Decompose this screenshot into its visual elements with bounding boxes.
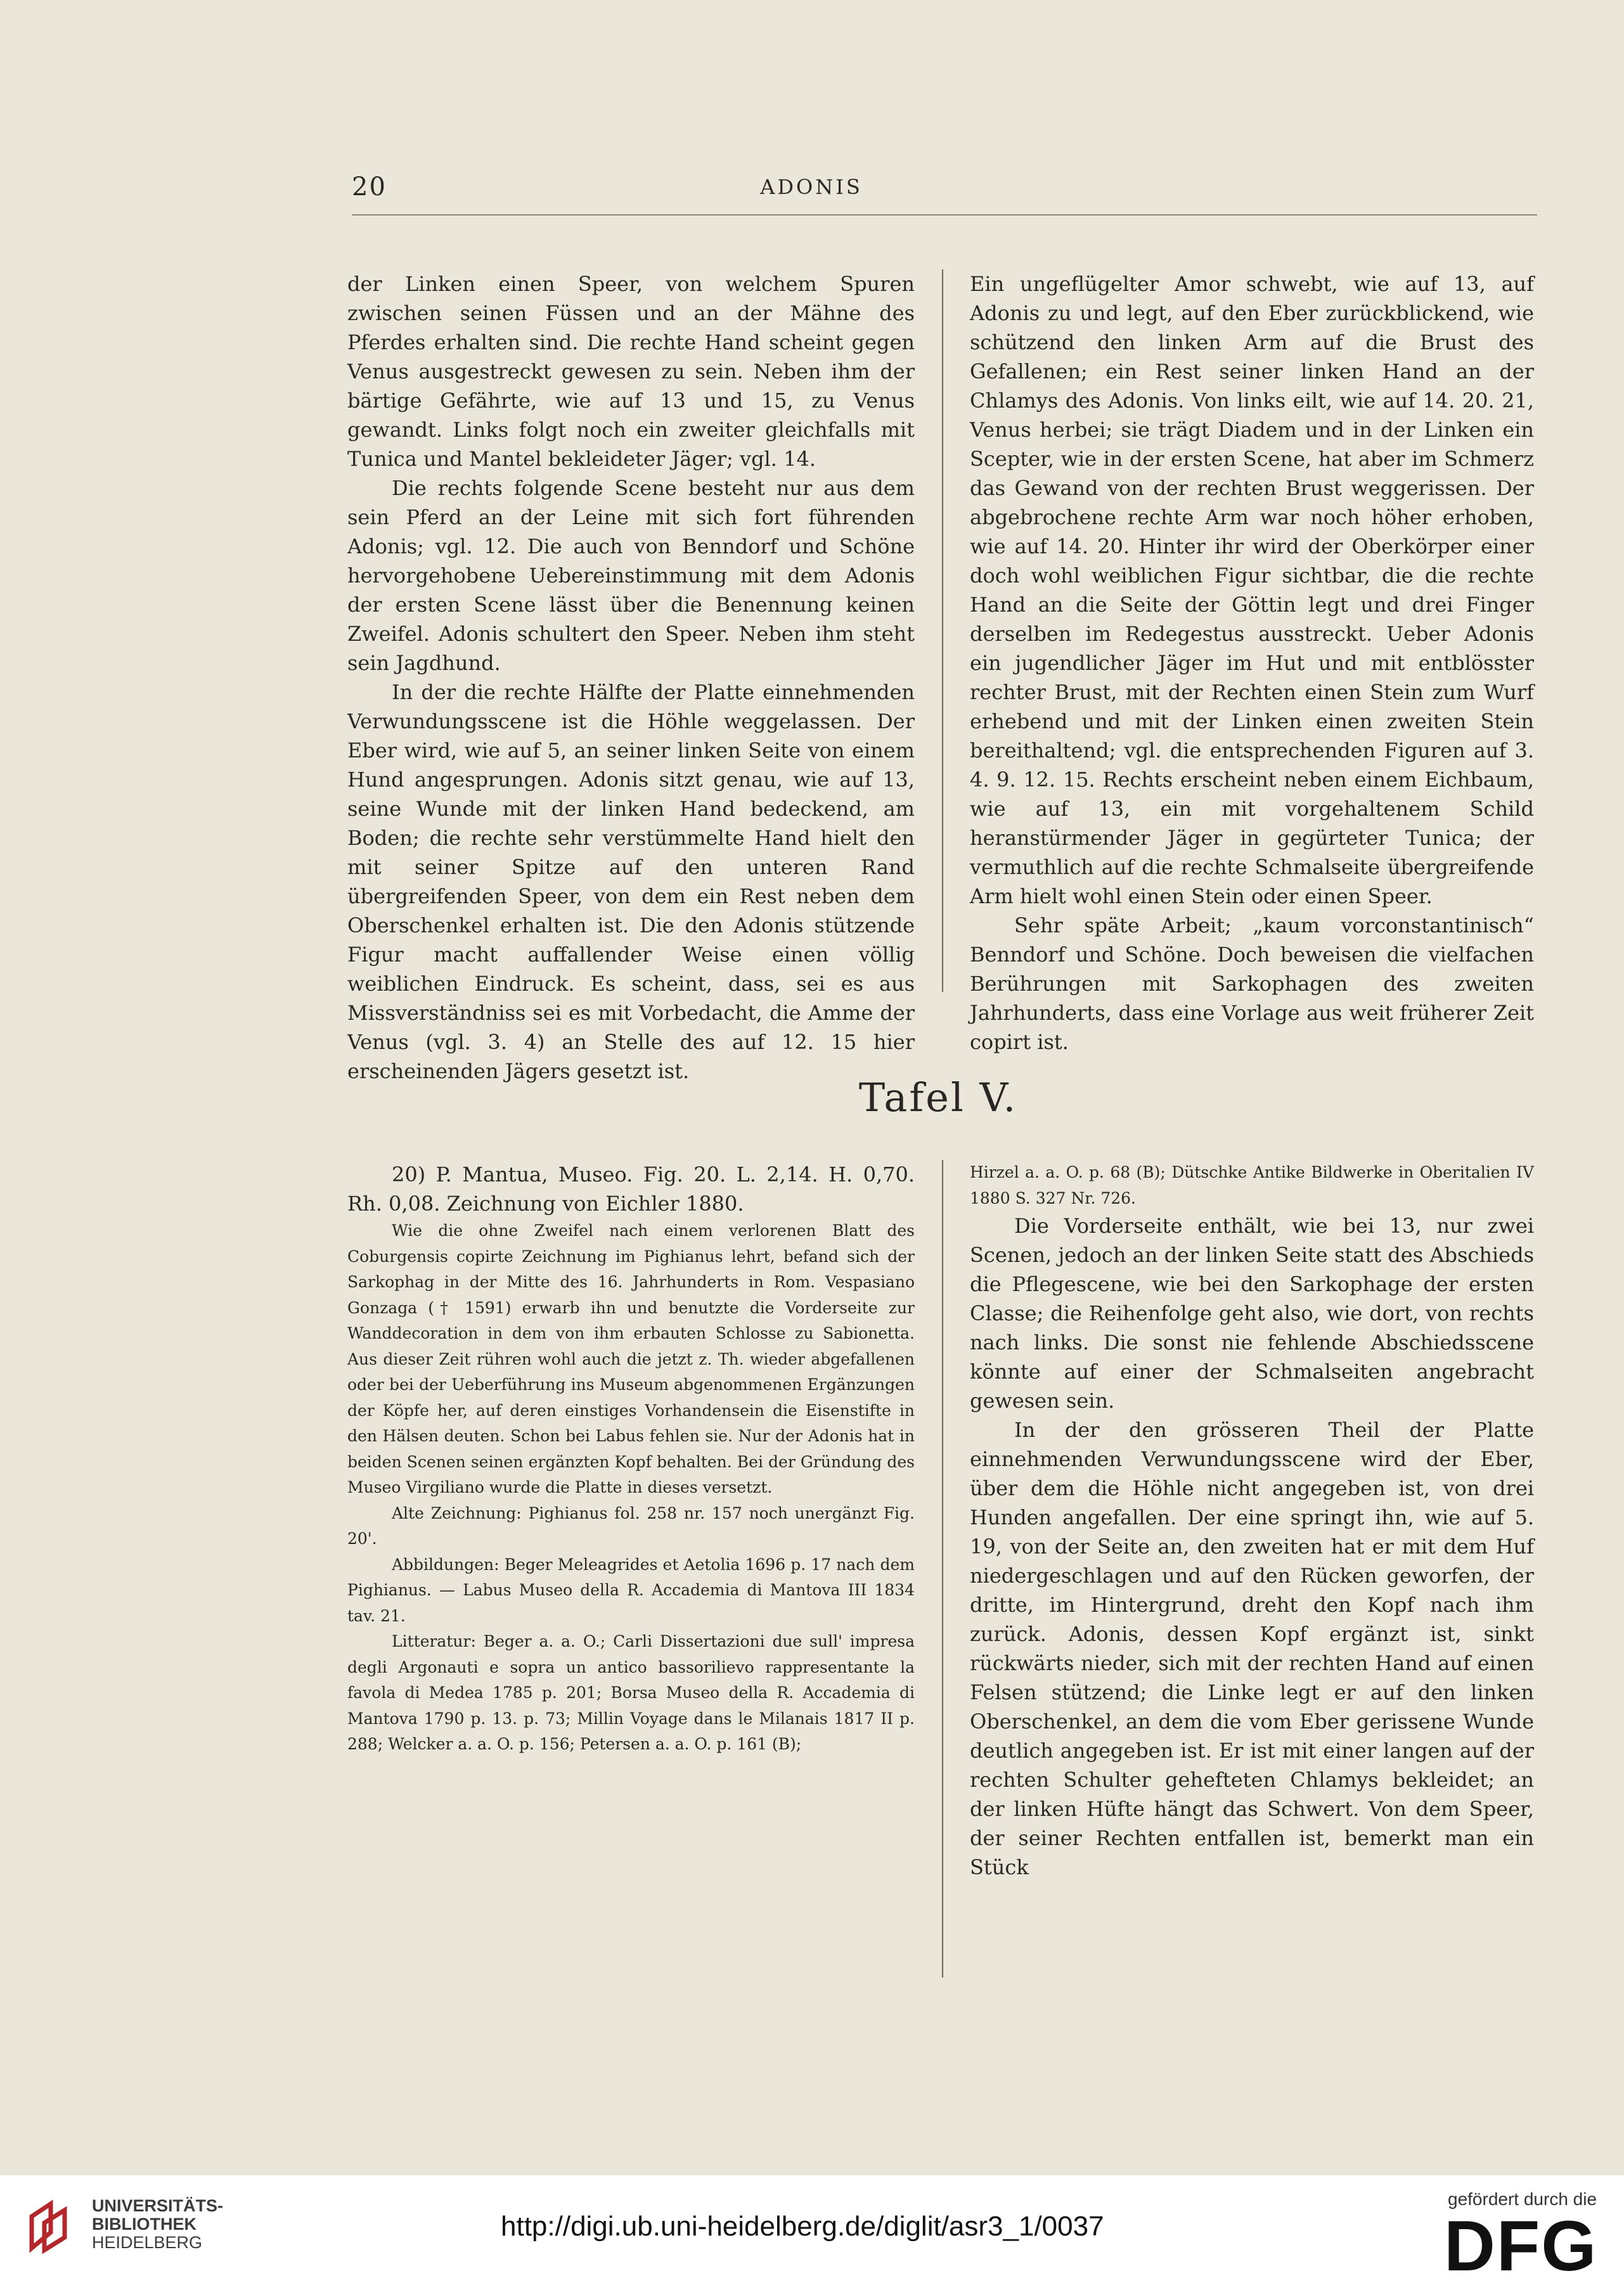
small-paragraph: Abbildungen: Beger Meleagrides et Aetolia 1696 p. 17 nach dem Pighianus. — Labus Museo della R. Accademia di Mantova III 1834 tav. 21. bbox=[347, 1555, 915, 1625]
catalog-entry: 20) P. Mantua, Museo. Fig. 20. L. 2,14. H. 0,70. Rh. 0,08. Zeichnung von Eichler 1880. bbox=[347, 1162, 915, 1216]
paragraph: Ein ungeflügelter Amor schwebt, wie auf 13, auf Adonis zu und legt, auf den Eber zurückblickend, wie schützend den linken Arm auf die Brust des Gefallenen; ein Rest seiner linken Hand an der Chlamys des Adonis. Von links eilt, wie auf 14. 20. 21, Venus herbei; sie trägt Diadem und in der Linken ein Scepter, wie in der ersten Scene, hat aber im Schmerz das Gewand von der rechten Brust weggerissen. Der abgebrochene rechte Arm war noch höher erhoben, wie auf 14. 20. Hinter ihr wird der Oberkörper einer doch wohl weiblichen Figur sichtbar, die die rechte Hand an die Seite der Göttin legt und drei Finger derselben im Redegestus ausstreckt. Ueber Adonis ein jugendlicher Jäger im Hut und mit entblösster rechter Brust, mit der Rechten einen Stein zum Wurf erhebend und mit der Linken einen zweiten Stein bereithaltend; vgl. die entsprechenden Figuren auf 3. 4. 9. 12. 15. Rechts erscheint neben einem Eichbaum, wie auf 13, ein mit vorgehaltenem Schild heranstürmender Jäger in gegürteter Tunica; der vermuthlich auf die rechte Schmalseite übergreifende Arm hielt wohl einen Stein oder einen Speer. bbox=[970, 272, 1534, 908]
running-title: ADONIS bbox=[760, 175, 863, 199]
text-column-bottom-left bbox=[347, 1160, 915, 1758]
text-column-top-left bbox=[347, 269, 915, 1086]
library-name-line: BIBLIOTHEK bbox=[92, 2215, 197, 2234]
paragraph: Sehr späte Arbeit; „kaum vorconstantinisch“ Benndorf und Schöne. Doch beweisen die vielfachen Berührungen mit Sarkophagen des zweiten Jahrhunderts, dass eine Vorlage aus weit früherer Zeit copirt ist. bbox=[970, 913, 1534, 1054]
section-title: Tafel V. bbox=[858, 1074, 1018, 1121]
header-rule bbox=[352, 214, 1537, 215]
paragraph: Die rechts folgende Scene besteht nur aus dem sein Pferd an der Leine mit sich fort führenden Adonis; vgl. 12. Die auch von Benndorf und Schöne hervorgehobene Uebereinstimmung mit dem Adonis der ersten Scene lässt über die Benennung keinen Zweifel. Adonis schultert den Speer. Neben ihm steht sein Jagdhund. bbox=[347, 476, 915, 675]
university-logo-icon bbox=[19, 2194, 82, 2258]
small-paragraph: Litteratur: Beger a. a. O.; Carli Dissertazioni due sull' impresa degli Argonauti e sopra un antico bassorilievo rappresentante la favola di Medea 1785 p. 201; Borsa Museo della R. Accademia di Mantova 1790 p. 13. p. 73; Millin Voyage dans le Milanais 1817 II p. 288; Welcker a. a. O. p. 156; Petersen a. a. O. p. 161 (B); bbox=[347, 1632, 915, 1753]
text-column-top-right bbox=[970, 269, 1534, 1057]
funded-by-label: gefördert durch die bbox=[1448, 2189, 1597, 2209]
paragraph: In der die rechte Hälfte der Platte einnehmenden Verwundungsscene ist die Höhle weggelassen. Der Eber wird, wie auf 5, an seiner linken Seite von einem Hund angesprungen. Adonis sitzt genau, wie auf 13, seine Wunde mit der linken Hand bedeckend, am Boden; die rechte sehr verstümmelte Hand hielt den mit seiner Spitze auf den unteren Rand übergreifenden Speer, von dem ein Rest neben dem Oberschenkel erhalten ist. Die den Adonis stützende Figur macht auffallender Weise einen völlig weiblichen Eindruck. Es scheint, dass, sei es aus Missverständniss sei es mit Vorbedacht, die Amme der Venus (vgl. 3. 4) an Stelle des auf 12. 15 hier erscheinenden Jägers gesetzt ist. bbox=[347, 680, 915, 1083]
paragraph: In der den grösseren Theil der Platte einnehmenden Verwundungsscene wird der Eber, über dem die Höhle nicht angegeben ist, von drei Hunden angefallen. Der eine springt ihn, wie auf 5. 19, von der Seite an, den zweiten hat er mit dem Huf niedergeschlagen und auf den Rücken geworfen, der dritte, im Hintergrund, dreht den Kopf nach ihm zurück. Adonis, dessen Kopf ergänzt ist, sinkt rückwärts nieder, sich mit der rechten Hand auf einen Felsen stützend; die Linke legt er auf den linken Oberschenkel, an dem die vom Eber gerissene Wunde deutlich angegeben ist. Er ist mit einer langen auf der rechten Schulter gehefteten Chlamys bekleidet; an der linken Hüfte hängt das Schwert. Von dem Speer, der seiner Rechten entfallen ist, bemerkt man ein Stück bbox=[970, 1418, 1534, 1879]
paragraph: Die Vorderseite enthält, wie bei 13, nur zwei Scenen, jedoch an der linken Seite statt des Abschieds die Pflegescene, wie bei den Sarkophage der ersten Classe; die Reihenfolge geht also, wie dort, von rechts nach links. Die sonst nie fehlende Abschiedsscene könnte auf einer der Schmalseiten angebracht gewesen sein. bbox=[970, 1214, 1534, 1413]
column-divider bbox=[942, 1160, 943, 1978]
text-column-bottom-right bbox=[970, 1160, 1534, 1882]
paragraph: der Linken einen Speer, von welchem Spuren zwischen seinen Füssen und an der Mähne des Pferdes erhalten sind. Die rechte Hand scheint gegen Venus ausgestreckt gewesen zu sein. Neben ihm der bärtige Gefährte, wie auf 13 und 15, zu Venus gewandt. Links folgt noch ein zweiter gleichfalls mit Tunica und Mantel bekleideter Jäger; vgl. 14. bbox=[347, 272, 915, 471]
library-name-line: UNIVERSITÄTS- bbox=[92, 2196, 224, 2215]
library-name bbox=[92, 2197, 223, 2252]
small-paragraph: Hirzel a. a. O. p. 68 (B); Dütschke Antike Bildwerke in Oberitalien IV 1880 S. 327 Nr. 726. bbox=[970, 1163, 1534, 1207]
small-paragraph: Wie die ohne Zweifel nach einem verlorenen Blatt des Coburgensis copirte Zeichnung im Pighianus lehrt, befand sich der Sarkophag in der Mitte des 16. Jahrhunderts in Rom. Vespasiano Gonzaga († 1591) erwarb ihn und benutzte die Vorderseite zur Wanddecoration in dem von ihm erbauten Schlosse zu Sabionetta. Aus dieser Zeit rühren wohl auch die jetzt z. Th. wieder abgefallenen oder bei der Ueberführung ins Museum abgenommenen Ergänzungen der Köpfe her, auf deren einstiges Vorhandensein die Eisenstifte in den Hälsen deuten. Schon bei Labus fehlen sie. Nur der Adonis hat in beiden Scenen seinen ergänzten Kopf behalten. Bei der Gründung des Museo Virgiliano wurde die Platte in dieses versetzt. bbox=[347, 1221, 915, 1496]
dfg-logo: DFG bbox=[1444, 2206, 1598, 2286]
page-number: 20 bbox=[352, 172, 387, 202]
column-divider bbox=[942, 269, 943, 992]
small-paragraph: Alte Zeichnung: Pighianus fol. 258 nr. 157 noch unergänzt Fig. 20'. bbox=[347, 1503, 915, 1548]
permalink-url[interactable]: http://digi.ub.uni-heidelberg.de/diglit/asr3_1/0037 bbox=[501, 2211, 1104, 2242]
library-name-line: HEIDELBERG bbox=[92, 2233, 203, 2252]
